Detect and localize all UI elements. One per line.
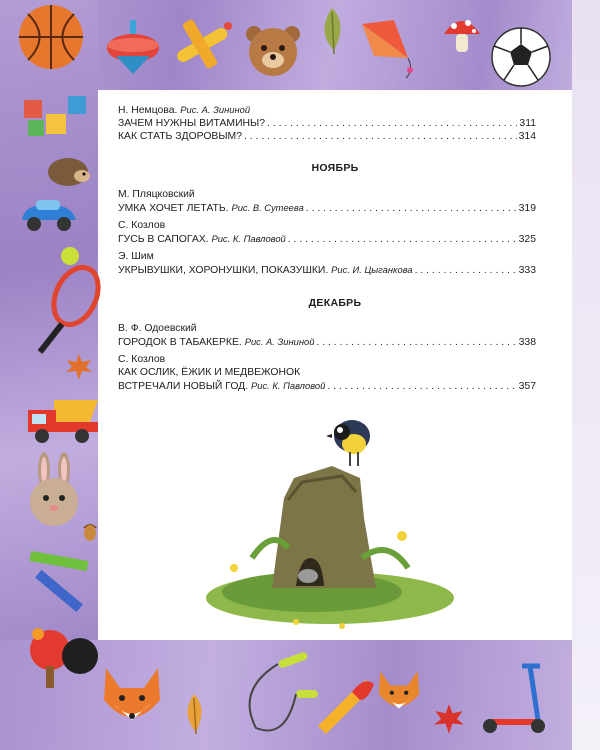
toc-illustrator: Рис. А. Зининой (244, 336, 315, 347)
toy-car-icon (18, 194, 80, 234)
teddy-bear-icon (244, 22, 302, 78)
tree-stump-illustration (192, 408, 462, 638)
toc-group-3 (118, 322, 536, 393)
toc-illustrator: Рис. К. Павловой (211, 233, 286, 244)
leader-dots (306, 202, 517, 215)
toc-author-line (118, 103, 536, 117)
kite-icon (352, 18, 422, 82)
toc-entry[interactable] (118, 263, 536, 277)
toc-author: С. Козлов (118, 354, 166, 365)
leader-dots (415, 264, 517, 277)
scooter-icon (478, 660, 552, 736)
tennis-racket-icon (30, 244, 102, 356)
toc-title: ГУСЬ В САПОГАХ. (118, 234, 209, 245)
toc-group-2 (118, 188, 536, 277)
maple-leaf-icon (432, 702, 466, 736)
frame-right (572, 0, 600, 750)
toc-title: ГОРОДОК В ТАБАКЕРКЕ. (118, 337, 242, 348)
ping-pong-paddle-icon (26, 626, 102, 696)
pencil-icon (26, 548, 96, 628)
toc-page-number: 311 (519, 118, 536, 129)
toc-title: КАК СТАТЬ ЗДОРОВЫМ? (118, 131, 242, 142)
toc-page-number: 325 (518, 234, 536, 245)
toc-title: УКРЫВУШКИ, ХОРОНУШКИ, ПОКАЗУШКИ. (118, 265, 329, 276)
toc-author: М. Пляцковский (118, 189, 195, 200)
toc-title: ЗАЧЕМ НУЖНЫ ВИТАМИНЫ? (118, 118, 266, 129)
acorn-icon (80, 518, 100, 542)
leader-dots (267, 117, 517, 130)
toc-title: УМКА ХОЧЕТ ЛЕТАТЬ. (118, 203, 229, 214)
jump-rope-icon (226, 650, 322, 742)
toy-trumpet-icon (312, 676, 376, 736)
basketball-icon (16, 2, 86, 72)
bunny-icon (24, 452, 84, 528)
toc-page-number: 338 (518, 337, 536, 348)
toc-entry[interactable] (118, 201, 536, 215)
toc-illustrator: Рис. А. Зининой (180, 104, 251, 115)
toy-airplane-icon (168, 12, 240, 78)
toc-entry[interactable] (118, 232, 536, 246)
toc-author: Н. Немцова. (118, 105, 178, 116)
toc-author: Э. Шим (118, 251, 154, 262)
toy-truck-icon (24, 392, 104, 448)
leader-dots (316, 336, 516, 349)
leader-dots (288, 233, 517, 246)
toc-entry[interactable] (118, 379, 536, 393)
toc-entry[interactable] (118, 335, 536, 349)
toc-title-first-line: КАК ОСЛИК, ЁЖИК И МЕДВЕЖОНОК (118, 367, 301, 378)
toc-page-number: 319 (518, 203, 536, 214)
toc-page-number: 333 (518, 265, 536, 276)
toc-entry[interactable] (118, 117, 536, 130)
leaf-icon (178, 692, 210, 736)
hedgehog-icon (44, 150, 92, 188)
section-heading: ДЕКАБРЬ (308, 297, 362, 309)
toc-author: В. Ф. Одоевский (118, 323, 197, 334)
maple-leaf-icon (64, 352, 94, 382)
toc-author: С. Козлов (118, 220, 166, 231)
mushroom-icon (440, 12, 484, 58)
spinning-top-icon (104, 18, 162, 76)
toc-entry[interactable] (118, 130, 536, 143)
toy-blocks-icon (18, 90, 90, 142)
toc-group-1 (118, 103, 536, 143)
section-heading: НОЯБРЬ (311, 162, 359, 174)
fox-icon (376, 668, 422, 716)
toc-title: ВСТРЕЧАЛИ НОВЫЙ ГОД. (118, 381, 249, 392)
leader-dots (244, 130, 517, 143)
toc-page-number: 357 (518, 381, 536, 392)
toc-illustrator: Рис. И. Цыганкова (331, 264, 413, 275)
leader-dots (327, 380, 516, 393)
toc-page-number: 314 (518, 131, 536, 142)
leaf-icon (314, 6, 350, 56)
toc-illustrator: Рис. К. Павловой (251, 380, 326, 391)
fox-icon (100, 664, 164, 730)
soccer-ball-icon (490, 26, 552, 88)
toc-illustrator: Рис. В. Сутеева (231, 202, 304, 213)
